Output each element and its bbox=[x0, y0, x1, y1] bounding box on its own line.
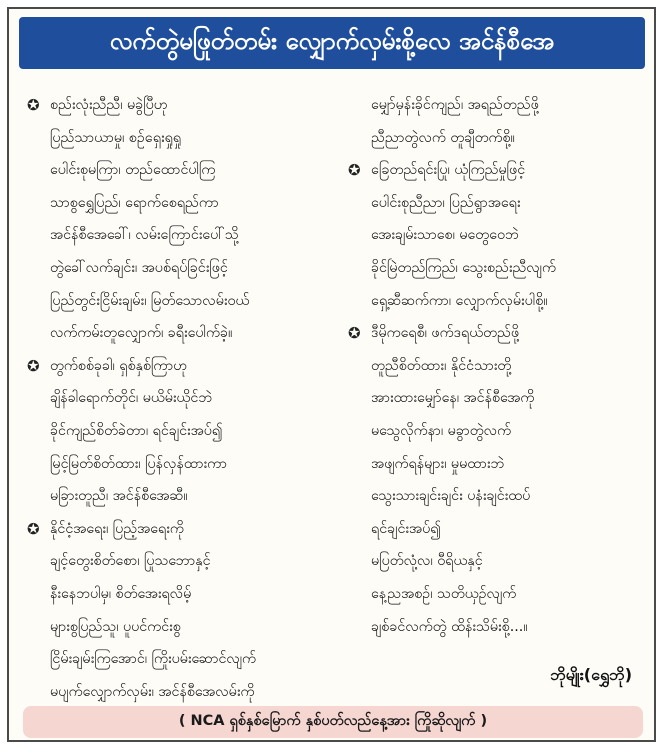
poem-line bbox=[23, 382, 333, 415]
poem-line-text: တွဲခေါ်လက်ချင်း၊ အပစ်ရပ်ခြင်းဖြင့် bbox=[50, 259, 228, 276]
poem-line-text: မပျက်လျှောက်လှမ်း၊ အင်န်စီအေလမ်းကို bbox=[50, 683, 255, 700]
poem-line bbox=[344, 154, 654, 187]
poem-line bbox=[23, 187, 333, 220]
poem-line bbox=[23, 448, 333, 481]
stanza-bullet-icon: ✪ bbox=[27, 356, 40, 375]
poem-line-text: နီးနေဘပါမှ၊ စိတ်အေးရလိမ့် bbox=[50, 585, 192, 602]
credit-banner: ( NCA ရှစ်နှစ်မြောက် နှစ်ပတ်လည်နေ့အား ကြိုဆိုလျက် ) bbox=[23, 706, 643, 738]
poem-line bbox=[23, 154, 333, 187]
poem-line-text: အေးချမ်းသာစေ၊ မတွေဝေဘဲ bbox=[371, 227, 519, 244]
poem-line-text: မသွေလိုက်နာ၊ မခွာတွဲလက် bbox=[371, 422, 512, 439]
poem-line-text: အဖျက်ရန်များ၊ မှုမထားဘဲ bbox=[371, 455, 505, 472]
poem-line-text: မျှော်မှန်းခိုင်ကျည်၊ အရည်တည်ဖို့ bbox=[371, 97, 539, 113]
poem-line-text: များစွပြည်သူ၊ ပူပင်ကင်းစွ bbox=[50, 618, 181, 635]
poem-line-text: အင်န်စီအေခေါ်၊ လမ်းကြောင်းပေါ်သို့ bbox=[50, 227, 239, 244]
stanza-bullet-icon: ✪ bbox=[348, 161, 361, 180]
poem-line bbox=[23, 317, 333, 350]
poem-line bbox=[344, 611, 654, 644]
poem-line bbox=[344, 448, 654, 481]
poem-line bbox=[344, 545, 654, 578]
poem-line bbox=[23, 122, 333, 155]
poem-line-text: ချင့်တွေးစိတ်စော၊ ပြုသဘောနှင့် bbox=[50, 553, 211, 570]
poem-line bbox=[344, 415, 654, 448]
stanza-bullet-icon: ✪ bbox=[27, 96, 40, 114]
poem-line bbox=[23, 480, 333, 513]
poem-line-text: မခြားတူညီ၊ အင်န်စီအေဆီ။ bbox=[50, 488, 188, 505]
poem-line-text: ခိုင်မြဲတည်ကြည်၊ သွေးစည်းညီလျက် bbox=[371, 259, 556, 276]
poem-line bbox=[344, 219, 654, 252]
poem-line bbox=[23, 89, 333, 122]
poem-line bbox=[23, 578, 333, 611]
poem-line-text: ရင်ချင်းအပ်၍ bbox=[371, 520, 441, 537]
poem-line bbox=[23, 513, 333, 546]
poem-line bbox=[344, 350, 654, 383]
poem-line bbox=[23, 611, 333, 644]
stanza-bullet-icon: ✪ bbox=[348, 324, 361, 343]
author-name: ဘိုမျိုး(ရွှေဘို) bbox=[550, 665, 632, 684]
poem-line-text: ငြိမ်းချမ်းကြအောင်၊ ကြိုးပမ်းဆောင်လျက် bbox=[50, 651, 257, 668]
poem-line bbox=[344, 513, 654, 546]
poem-line bbox=[23, 350, 333, 383]
poem-line-text: အားထားမျှော်နေ၊ အင်န်စီအေကို bbox=[371, 390, 535, 407]
poem-line-text: ချစ်ခင်လက်တွဲ ထိန်းသိမ်းစို့...။ bbox=[371, 618, 528, 635]
poem-line-text: နိုင်ငံ့အရေး၊ ပြည့်အရေးကို bbox=[50, 520, 184, 537]
poem-line bbox=[23, 219, 333, 252]
poem-title: လက်တွဲမဖြုတ်တမ်း လျှောက်လှမ်းစို့လေ အင်န်စီအေ bbox=[109, 27, 555, 55]
poem-line-text: တွက်စစ်ခုခါ၊ ရှစ်နှစ်ကြာဟု bbox=[50, 357, 188, 374]
poem-line-text: ခိုင်ကျည်စိတ်ခဲတာ၊ ရင်ချင်းအပ်၍ bbox=[50, 422, 223, 439]
poem-line bbox=[344, 578, 654, 611]
poem-line bbox=[23, 415, 333, 448]
poem-line-text: သာစွရွှေပြည်၊ ရောက်စေရည်ကာ bbox=[50, 194, 219, 211]
poem-line bbox=[23, 643, 333, 676]
poem-line-text: မပြတ်လုံ့လ၊ ဝီရိယနှင့် bbox=[371, 553, 483, 570]
poem-line bbox=[344, 252, 654, 285]
poem-frame bbox=[7, 7, 656, 742]
poem-line-text: တူညီစိတ်ထား၊ နိုင်ငံသားတို့ bbox=[371, 357, 512, 374]
poem-line-text: ခြေတည်ရင်းပြု၊ ယုံကြည်မှုဖြင့် bbox=[371, 162, 526, 179]
poem-line-text: ချိန်ခါရောက်တိုင်၊ မယိမ်းယိုင်ဘဲ bbox=[50, 390, 213, 407]
poem-right-column bbox=[344, 89, 654, 643]
title-banner bbox=[19, 17, 645, 69]
poem-line-text: စည်းလုံးညီညီ၊ မခွဲပြီဟု bbox=[50, 97, 168, 113]
poem-line-text: ပြည်သာယာမှု၊ စဉ်ရှေးရှုရှု bbox=[50, 129, 182, 146]
poem-line bbox=[23, 285, 333, 318]
poem-line-text: ပေါင်းစုမကြာ၊ တည်ထောင်ပါကြ bbox=[50, 162, 216, 179]
poem-line-text: သွေးသားချင်းချင်း ပနံးချင်းထပ် bbox=[371, 488, 531, 505]
poem-line bbox=[344, 122, 654, 155]
poem-line bbox=[344, 285, 654, 318]
poem-line-text: ပေါင်းစုညီညာ၊ ပြည်ရွာအရေး bbox=[371, 194, 521, 211]
poem-line bbox=[344, 480, 654, 513]
stanza-bullet-icon: ✪ bbox=[27, 519, 40, 538]
poem-line bbox=[344, 382, 654, 415]
poem-line bbox=[23, 676, 333, 709]
poem-line bbox=[23, 252, 333, 285]
poem-left-column bbox=[23, 89, 333, 708]
poem-line-text: နေ့ညအစဉ်၊ သတိယှဉ်လျက် bbox=[371, 585, 517, 602]
poem-line-text: ရှေ့ဆီဆက်ကာ၊ လျှောက်လှမ်းပါစို့။ bbox=[371, 292, 548, 309]
poem-line-text: မြင့်မြတ်စိတ်ထား၊ ပြန်လှန်ထားကာ bbox=[50, 455, 228, 472]
poem-line bbox=[344, 89, 654, 122]
poem-line-text: လက်ကမ်းတူလျှောက်၊ ခရီးပေါက်ခဲ့။ bbox=[50, 325, 233, 342]
poem-line bbox=[23, 545, 333, 578]
poem-line-text: ညီညာတွဲလက် တူချီတက်စို့။ bbox=[371, 129, 515, 146]
poem-line bbox=[344, 317, 654, 350]
poem-line-text: ဒီမိုကရေစီ၊ ဖက်ဒရယ်တည်ဖို့ bbox=[371, 325, 520, 342]
poem-line-text: ပြည်တွင်းငြိမ်းချမ်း၊ မြတ်သောလမ်းဝယ် bbox=[50, 292, 250, 309]
poem-line bbox=[344, 187, 654, 220]
